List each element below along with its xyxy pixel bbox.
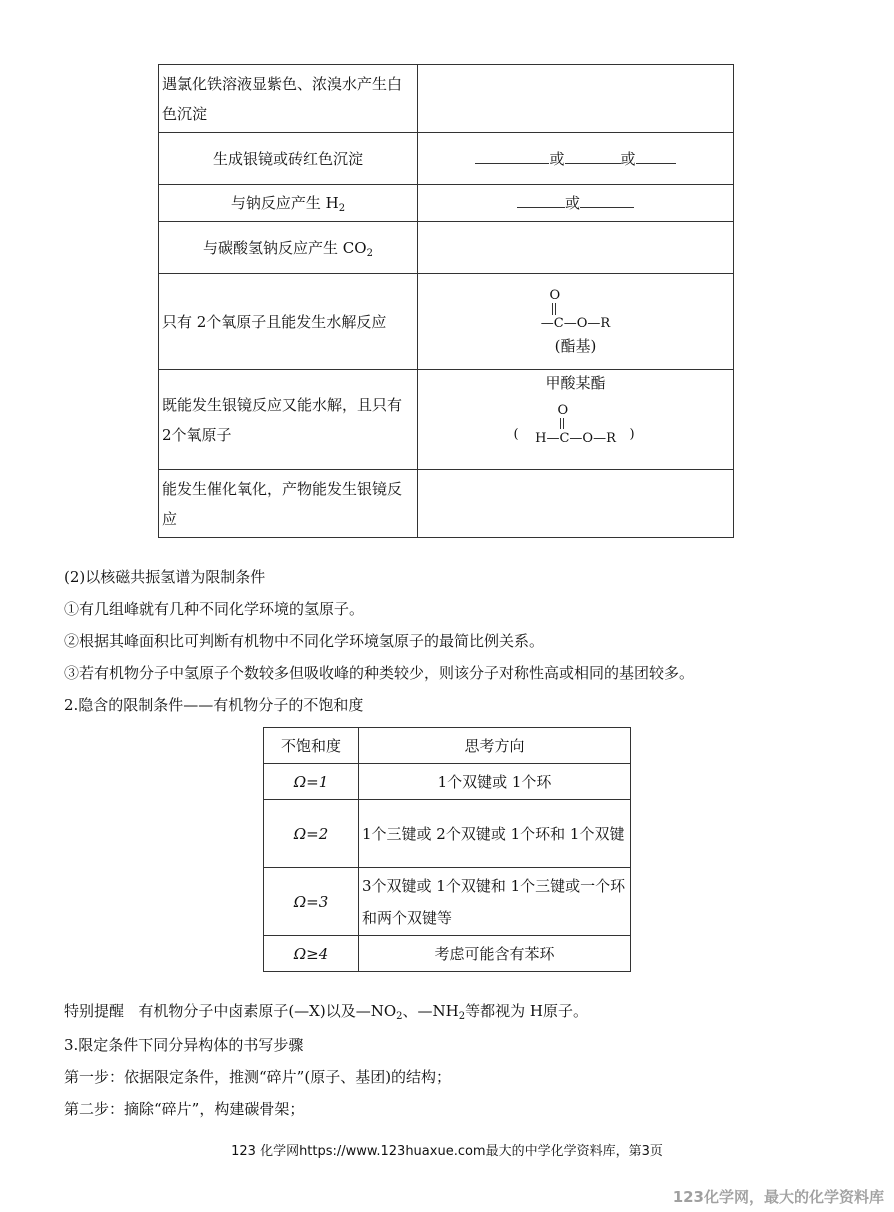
- table-cell: Ω=1: [264, 764, 359, 800]
- watermark: 123化学网，最大的化学资料库: [672, 1188, 884, 1206]
- table-header: 思考方向: [359, 728, 631, 764]
- ester-caption: (酯基): [554, 336, 597, 355]
- formate-caption: 甲酸某酯: [545, 374, 606, 392]
- table-cell: 与钠反应产生 $H_2$: [159, 185, 418, 222]
- table-cell: Ω=3: [264, 868, 359, 936]
- table-cell: Ω≥4: [264, 936, 359, 972]
- or-text: 或: [620, 149, 636, 168]
- table-cell: 1个三键或 2个双键或 1个环和 1个双键: [359, 800, 631, 868]
- table-cell: [418, 470, 734, 538]
- table-cell: [418, 370, 734, 470]
- paragraph: 第一步：依据限定条件，推测“碎片”(原子、基团)的结构；: [64, 1068, 452, 1086]
- table-cell: 3个双键或 1个双键和 1个三键或一个环和两个双键等: [359, 868, 631, 936]
- paragraph: 第二步：摘除“碎片”，构建碳骨架；: [64, 1100, 305, 1118]
- paragraph: ②根据其峰面积比可判断有机物中不同化学环境氢原子的最简比例关系。: [64, 632, 545, 650]
- table-cell: 1个双键或 1个环: [359, 764, 631, 800]
- paragraph: ③若有机物分子中氢原子个数较多但吸收峰的种类较少，则该分子对称性高或相同的基团较多。: [64, 664, 695, 682]
- paragraph: ①有几组峰就有几种不同化学环境的氢原子。: [64, 600, 365, 618]
- formate-structure: ( O H—C—O—R ): [513, 403, 635, 446]
- table-cell: 遇氯化铁溶液显紫色、浓溴水产生白色沉淀: [159, 65, 418, 133]
- condition-table: [158, 64, 734, 538]
- ester-group-structure: O —C—O—R: [540, 287, 611, 331]
- unsaturation-table: [263, 727, 631, 972]
- or-text: 或: [549, 149, 565, 168]
- table-cell: Ω=2: [264, 800, 359, 868]
- table-cell: [418, 274, 734, 370]
- table-cell: [418, 222, 734, 274]
- or-text: 或: [564, 194, 580, 212]
- table-cell: 能发生催化氧化，产物能发生银镜反应: [159, 470, 418, 538]
- section-heading: (2)以核磁共振氢谱为限制条件: [64, 568, 266, 586]
- table-cell: 既能发生银镜反应又能水解，且只有 2个氧原子: [159, 370, 418, 470]
- tip-label: 特别提醒: [64, 1002, 125, 1020]
- section-heading: 3.限定条件下同分异构体的书写步骤: [64, 1036, 304, 1054]
- tip-paragraph: 特别提醒 有机物分子中卤素原子(—X)以及$—NO_2$、$—NH_2$等都视为 H原子。: [64, 1002, 588, 1022]
- table-cell: 与碳酸氢钠反应产生 $CO_2$: [159, 222, 418, 274]
- table-cell: [418, 133, 734, 185]
- table-cell: [418, 185, 734, 222]
- table-cell: 考虑可能含有苯环: [359, 936, 631, 972]
- section-heading: 2.隐含的限制条件——有机物分子的不饱和度: [64, 696, 364, 714]
- table-header: 不饱和度: [264, 728, 359, 764]
- table-cell: 只有 2个氧原子且能发生水解反应: [159, 274, 418, 370]
- page-footer: 123 化学网https://www.123huaxue.com最大的中学化学资料库，第3页: [231, 1144, 663, 1159]
- table-cell: 生成银镜或砖红色沉淀: [159, 133, 418, 185]
- table-cell: [418, 65, 734, 133]
